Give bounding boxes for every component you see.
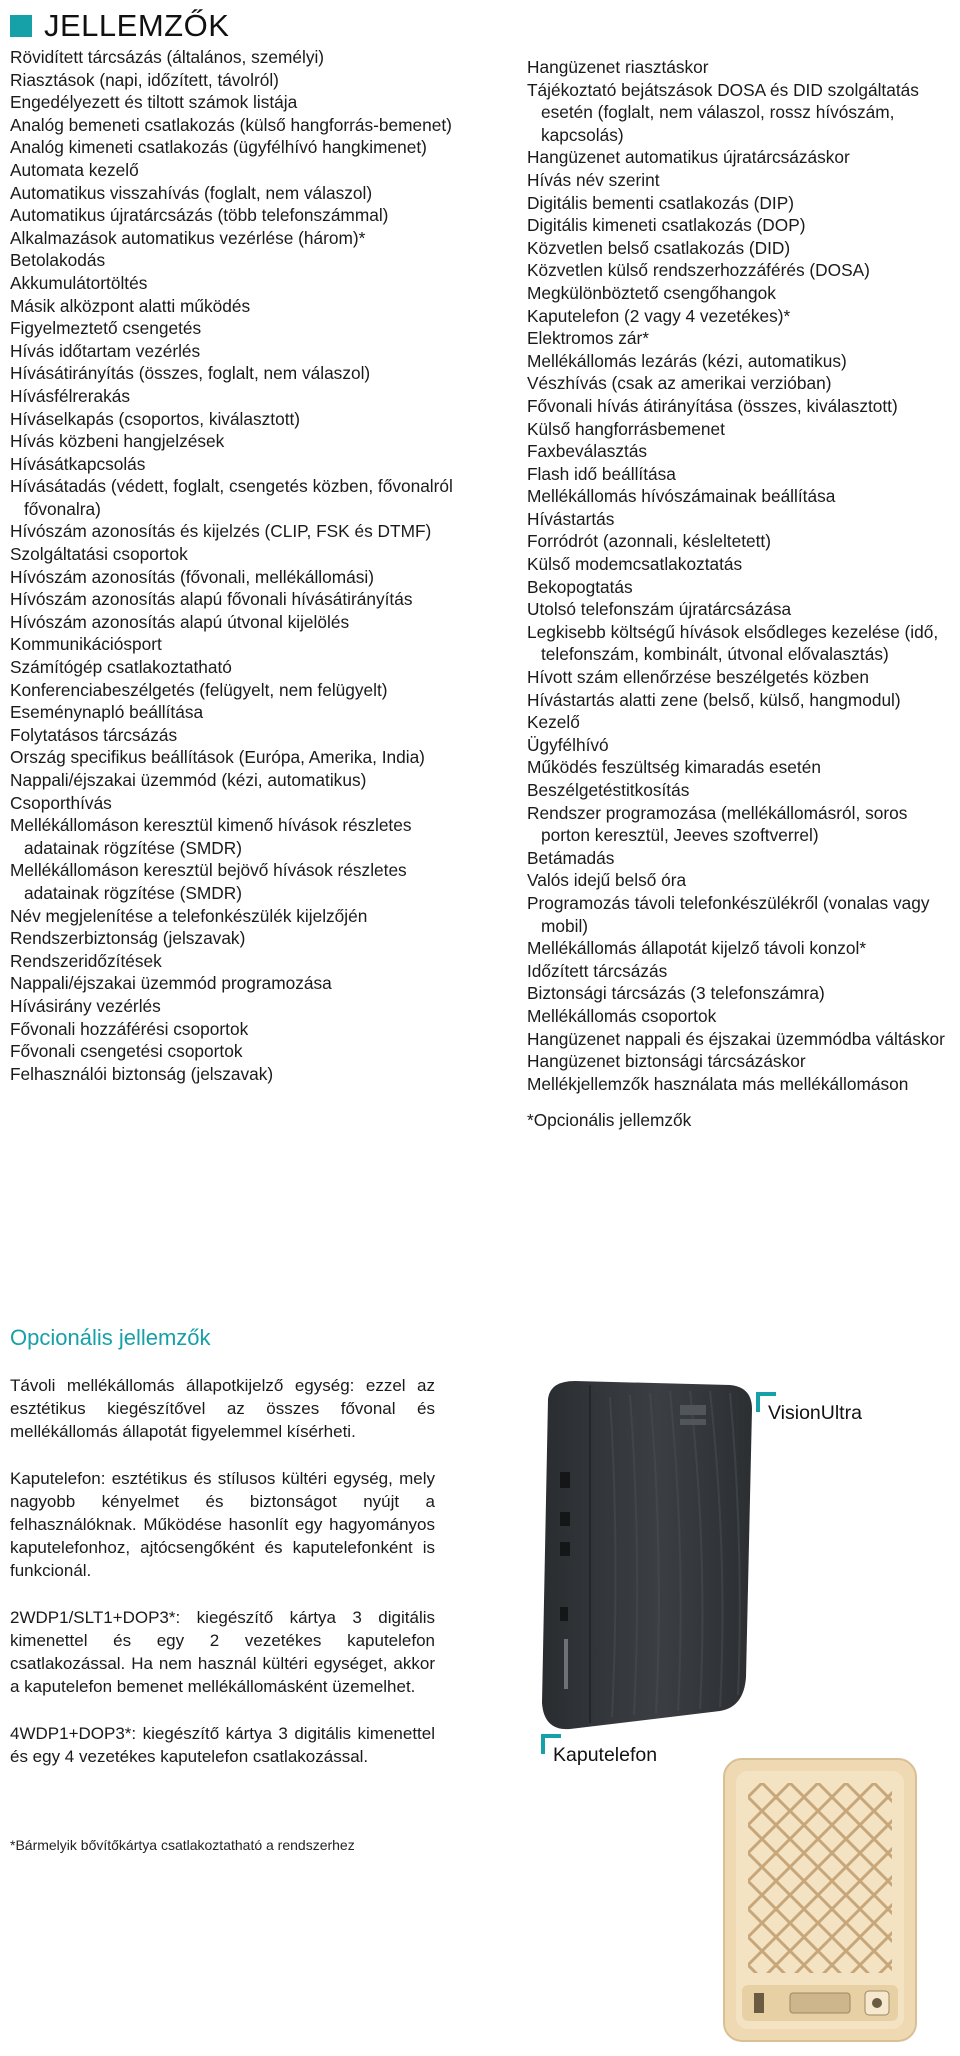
feature-item: Hangüzenet riasztáskor [527, 57, 709, 77]
feature-item: Eseménynapló beállítása [10, 702, 204, 723]
feature-item: Betámadás [527, 847, 615, 868]
kaputelefon-label: Kaputelefon [553, 1744, 658, 1766]
feature-item: Hívásátkapcsolás [10, 453, 146, 474]
features-list-right [527, 56, 957, 1132]
feature-item: Hívószám azonosítás és kijelzés (CLIP, FSK és DTMF) [10, 521, 432, 542]
feature-item: Mellékállomás csoportok [527, 1005, 717, 1026]
feature-item: Hívott szám ellenőrzése beszélgetés közben [527, 667, 869, 688]
feature-item: Hívás közbeni hangjelzések [10, 431, 225, 452]
feature-item: Vészhívás (csak az amerikai verzióban) [527, 373, 832, 394]
feature-item: Tájékoztató bejátszások DOSA és DID szolgáltatás esetén (foglalt, nem válaszol, rossz hívószám, kapcsolás) [527, 79, 919, 145]
feature-item: Hívásátadás (védett, foglalt, csengetés közben, fővonalról fővonalra) [10, 476, 453, 519]
feature-item: Mellékállomás lezárás (kézi, automatikus) [527, 350, 847, 371]
feature-item: Csoporthívás [10, 792, 112, 813]
feature-item: Ügyfélhívó [527, 734, 609, 755]
feature-item: Híváselkapás (csoportos, kiválasztott) [10, 408, 301, 429]
feature-item: Digitális kimeneti csatlakozás (DOP) [527, 215, 806, 236]
feature-item: Kaputelefon (2 vagy 4 vezetékes)* [527, 305, 791, 326]
paragraph-door-phone: Kaputelefon: esztétikus és stílusos kültéri egység, mely nagyobb kényelmet és biztonságot nyújt a felhasználóknak. Működése hasonlít egy hagyományos kaputelefonhoz, ajtócsengőként és kaputelefonként is funkcionál. [10, 1469, 435, 1580]
feature-item: Hívószám azonosítás (fővonali, mellékállomási) [10, 566, 375, 587]
feature-item: Automata kezelő [10, 159, 139, 180]
feature-item: Mellékállomáson keresztül bejövő hívások részletes adatainak rögzítése (SMDR) [10, 860, 407, 903]
feature-item: Rendszerbiztonság (jelszavak) [10, 928, 246, 949]
feature-item: Nappali/éjszakai üzemmód (kézi, automatikus) [10, 770, 367, 790]
feature-item: Fővonali csengetési csoportok [10, 1041, 243, 1062]
feature-item: Hívószám azonosítás alapú útvonal kijelölés [10, 611, 350, 632]
optional-features-note: *Opcionális jellemzők [527, 1110, 692, 1131]
visionultra-device-image [530, 1377, 760, 1737]
feature-item: Fővonali hozzáférési csoportok [10, 1018, 249, 1039]
feature-item: Felhasználói biztonság (jelszavak) [10, 1063, 274, 1084]
feature-item: Működés feszültség kimaradás esetén [527, 757, 821, 778]
feature-item: Beszélgetéstitkosítás [527, 780, 690, 800]
feature-item: Kezelő [527, 712, 580, 733]
feature-item: Forródrót (azonnali, késleltetett) [527, 531, 771, 552]
feature-item: Fővonali hívás átirányítása (összes, kiválasztott) [527, 395, 898, 416]
page-title: JELLEMZŐK [44, 8, 230, 43]
feature-item: Hívásátirányítás (összes, foglalt, nem válaszol) [10, 363, 371, 384]
feature-item: Riasztások (napi, időzített, távolról) [10, 69, 279, 90]
feature-item: Analóg kimeneti csatlakozás (ügyfélhívó hangkimenet) [10, 137, 427, 158]
feature-item: Megkülönböztető csengőhangok [527, 282, 776, 303]
feature-item: Időzített tárcsázás [527, 960, 668, 981]
feature-item: Automatikus visszahívás (foglalt, nem válaszol) [10, 182, 373, 203]
feature-item: Bekopogtatás [527, 576, 633, 597]
feature-item: Figyelmeztető csengetés [10, 318, 202, 339]
feature-item: Digitális bementi csatlakozás (DIP) [527, 192, 794, 213]
feature-item: Hívásirány vezérlés [10, 995, 161, 1016]
feature-item: Faxbeválasztás [527, 441, 648, 462]
feature-item: Programozás távoli telefonkészülékről (vonalas vagy mobil) [527, 892, 930, 936]
feature-item: Hangüzenet biztonsági tárcsázáskor [527, 1051, 806, 1072]
header-square-icon [10, 15, 32, 37]
expansion-card-footnote: *Bármelyik bővítőkártya csatlakoztatható a rendszerhez [10, 1837, 355, 1853]
feature-item: Rendszer programozása (mellékállomásról, soros porton keresztül, Jeeves szoftverrel) [527, 802, 908, 846]
paragraph-remote-console: Távoli mellékállomás állapotkijelző egység: ezzel az esztétikus kiegészítővel az összes fővonal és mellékállomás állapotát figyelemmel kísérheti. [10, 1376, 435, 1441]
feature-item: Külső hangforrásbemenet [527, 418, 725, 439]
feature-item: Közvetlen külső rendszerhozzáférés (DOSA) [527, 260, 870, 281]
feature-item: Hangüzenet nappali és éjszakai üzemmódba váltáskor [527, 1028, 945, 1049]
feature-item: Biztonsági tárcsázás (3 telefonszámra) [527, 983, 825, 1004]
feature-item: Hívás időtartam vezérlés [10, 340, 201, 361]
feature-item: Flash idő beállítása [527, 463, 676, 484]
feature-item: Nappali/éjszakai üzemmód programozása [10, 973, 332, 994]
feature-item: Betolakodás [10, 250, 106, 271]
kaputelefon-device-image [720, 1755, 920, 2045]
feature-item: Számítógép csatlakoztatható [10, 657, 232, 678]
feature-item: Hívás név szerint [527, 169, 660, 190]
feature-item: Utolsó telefonszám újratárcsázása [527, 599, 792, 620]
feature-item: Legkisebb költségű hívások elsődleges kezelése (idő, telefonszám, kombinált, útvonal elővalasztás) [527, 621, 939, 665]
feature-item: Alkalmazások automatikus vezérlése (három)* [10, 227, 366, 248]
feature-item: Mellékjellemzők használata más mellékállomáson [527, 1073, 909, 1094]
feature-item: Közvetlen belső csatlakozás (DID) [527, 237, 791, 258]
section-header [10, 8, 229, 44]
feature-item: Elektromos zár* [527, 328, 649, 349]
feature-item: Analóg bemeneti csatlakozás (külső hangforrás-bemenet) [10, 114, 452, 135]
feature-item: Hívásfélrerakás [10, 385, 131, 406]
feature-item: Ország specifikus beállítások (Európa, Amerika, India) [10, 747, 425, 768]
paragraph-4wdp1-card: 4WDP1+DOP3*: kiegészítő kártya 3 digitális kimenettel és egy 4 vezetékes kaputelefon csatlakozással. [10, 1724, 435, 1766]
feature-item: Konferenciabeszélgetés (felügyelt, nem felügyelt) [10, 679, 388, 700]
feature-item: Kommunikációsport [10, 634, 162, 655]
feature-item: Mellékállomás hívószámainak beállítása [527, 486, 836, 507]
feature-item: Hívástartás alatti zene (belső, külső, hangmodul) [527, 689, 901, 710]
optional-features-description [10, 1374, 435, 1792]
feature-item: Automatikus újratárcsázás (több telefonszámmal) [10, 205, 389, 226]
feature-item: Mellékállomás állapotát kijelző távoli konzol* [527, 938, 867, 959]
feature-item: Rövidített tárcsázás (általános, személyi) [10, 47, 325, 67]
feature-item: Mellékállomáson keresztül kimenő hívások részletes adatainak rögzítése (SMDR) [10, 815, 412, 858]
feature-item: Folytatásos tárcsázás [10, 724, 178, 745]
feature-item: Hívószám azonosítás alapú fővonali hívásátirányítás [10, 589, 413, 610]
feature-item: Szolgáltatási csoportok [10, 544, 188, 565]
feature-item: Engedélyezett és tiltott számok listája [10, 92, 298, 113]
features-list-left [10, 46, 480, 1085]
feature-item: Rendszeridőzítések [10, 950, 162, 971]
feature-item: Akkumulátortöltés [10, 272, 148, 293]
optional-features-title: Opcionális jellemzők [10, 1325, 211, 1350]
feature-item: Másik alközpont alatti működés [10, 295, 251, 316]
feature-item: Hangüzenet automatikus újratárcsázáskor [527, 147, 850, 168]
paragraph-2wdp1-card: 2WDP1/SLT1+DOP3*: kiegészítő kártya 3 digitális kimenettel és egy 2 vezetékes kaputelefon csatlakozással. Ha nem használ kültéri egységet, akkor a kaputelefon bemenet mellékállomásként üzemelhet. [10, 1608, 435, 1696]
feature-item: Valós idejű belső óra [527, 870, 687, 891]
visionultra-label: VisionUltra [768, 1402, 862, 1424]
feature-item: Név megjelenítése a telefonkészülék kijelzőjén [10, 905, 368, 926]
feature-item: Hívástartás [527, 508, 615, 529]
feature-item: Külső modemcsatlakoztatás [527, 554, 743, 575]
